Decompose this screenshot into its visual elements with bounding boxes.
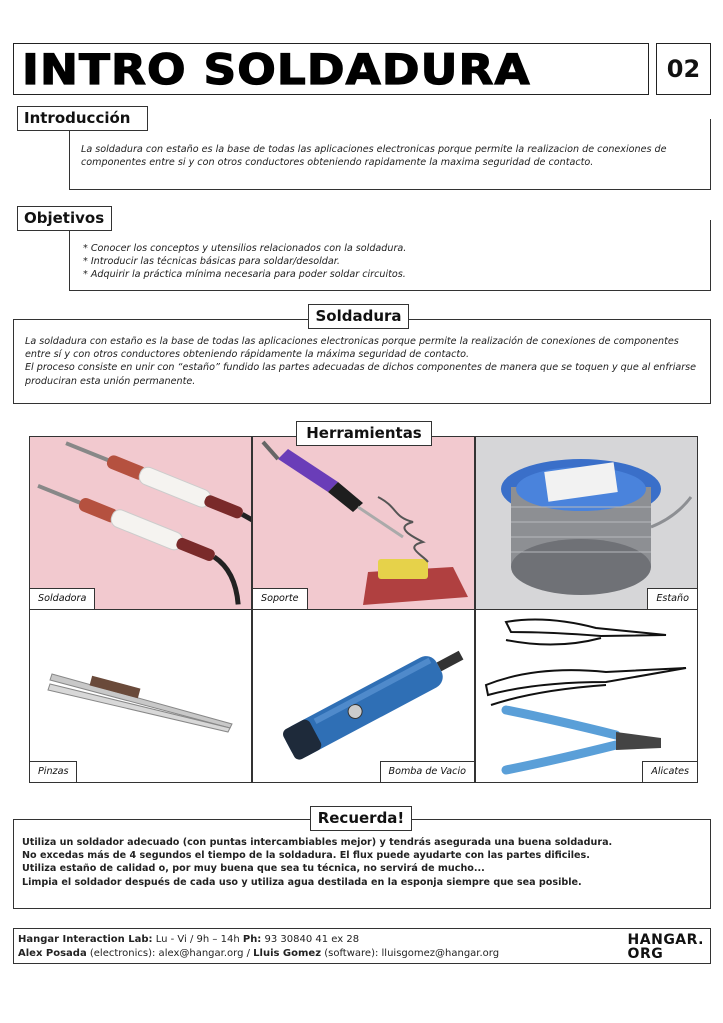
hangar-logo: HANGAR. ORG: [627, 932, 704, 962]
tool-caption: Pinzas: [29, 761, 77, 783]
list-item: * Adquirir la práctica mínima necesaria para poder soldar circuitos.: [83, 269, 406, 281]
tweezers-icon: [30, 610, 252, 783]
contact-email[interactable]: (software): lluisgomez@hangar.org: [324, 947, 500, 959]
tool-caption: Soporte: [252, 588, 308, 610]
soldadura-paragraph: El proceso consiste en unir con “estaño” fundido las partes adecuadas de dichos componentes de manera que se toquen y que al enfriarse produciran esta unión permanente.: [25, 362, 697, 387]
page-number: 02: [666, 55, 701, 83]
contact-name: Lluis Gomez: [253, 947, 322, 959]
tool-caption: Estaño: [647, 588, 698, 610]
objetivos-label: Objetivos: [17, 206, 112, 231]
page-number-box: [656, 43, 711, 95]
tools-grid: [29, 436, 697, 782]
soldadura-text: [25, 335, 705, 388]
tool-cell-pinzas: [29, 609, 252, 783]
tool-cell-estano: [475, 436, 698, 610]
soldadura-label: Soldadura: [308, 304, 409, 329]
phone-label: Ph:: [242, 934, 262, 945]
tool-cell-soporte: [252, 436, 475, 610]
contact-name: Alex Posada: [18, 947, 87, 959]
footer-box: [13, 928, 711, 964]
tool-caption: Alicates: [642, 761, 698, 783]
soldadura-paragraph: La soldadura con estaño es la base de todas las aplicaciones electronicas porque permite la realización de conexiones de componentes entre sí y con otros conductores obteniendo rápidamente la máxima seguridad de contacto.: [25, 336, 679, 361]
intro-text: La soldadura con estaño es la base de todas las aplicaciones electronicas porque permite la realizacion de conexiones de componentes entre si y con otros conductores obteniendo rapidamente la maxima seguridad de contacto.: [81, 144, 667, 169]
recuerda-label: Recuerda!: [310, 806, 412, 831]
tool-cell-bomba: [252, 609, 475, 783]
soldadura-box: [13, 319, 711, 404]
tool-cell-soldadora: [29, 436, 252, 610]
tool-caption: Soldadora: [29, 588, 95, 610]
tool-caption: Bomba de Vacio: [380, 761, 476, 783]
recuerda-list: [22, 836, 706, 889]
intro-box: [69, 119, 711, 190]
desoldering-pump-icon: [253, 610, 475, 783]
list-item: Limpia el soldador después de cada uso y utiliza agua destilada en la esponja siempre que sea posible.: [22, 876, 582, 888]
tool-cell-alicates: [475, 609, 698, 783]
title-box: [13, 43, 649, 95]
pliers-icon: [476, 610, 698, 783]
list-item: Utiliza un soldador adecuado (con puntas intercambiables mejor) y tendrás asegurada una buena soldadura.: [22, 837, 613, 848]
phone-number: 93 30840 41 ex 28: [264, 934, 360, 945]
contact-email[interactable]: (electronics): alex@hangar.org /: [89, 947, 250, 959]
list-item: Utiliza estaño de calidad o, por muy buena que sea tu técnica, no servirá de mucho...: [22, 863, 485, 875]
objetivos-box: [69, 220, 711, 291]
list-item: * Introducir las técnicas básicas para soldar/desoldar.: [83, 256, 340, 268]
herramientas-label: Herramientas: [296, 421, 432, 446]
list-item: No excedas más de 4 segundos el tiempo de la soldadura. El flux puede ayudarte con las partes dificiles.: [22, 850, 590, 862]
lab-hours: Lu - Vi / 9h – 14h: [155, 934, 240, 945]
lab-name: Hangar Interaction Lab:: [18, 934, 153, 945]
intro-label: Introducción: [17, 106, 148, 131]
solder-spool-icon: [476, 437, 698, 610]
soldering-iron-icon: [30, 437, 252, 610]
iron-stand-icon: [253, 437, 475, 610]
footer-contact: [18, 933, 618, 960]
objetivos-list: [83, 242, 693, 282]
list-item: * Conocer los conceptos y utensilios relacionados con la soldadura.: [83, 243, 407, 254]
recuerda-box: [13, 819, 711, 909]
page-title: INTRO SOLDADURA: [22, 45, 531, 94]
